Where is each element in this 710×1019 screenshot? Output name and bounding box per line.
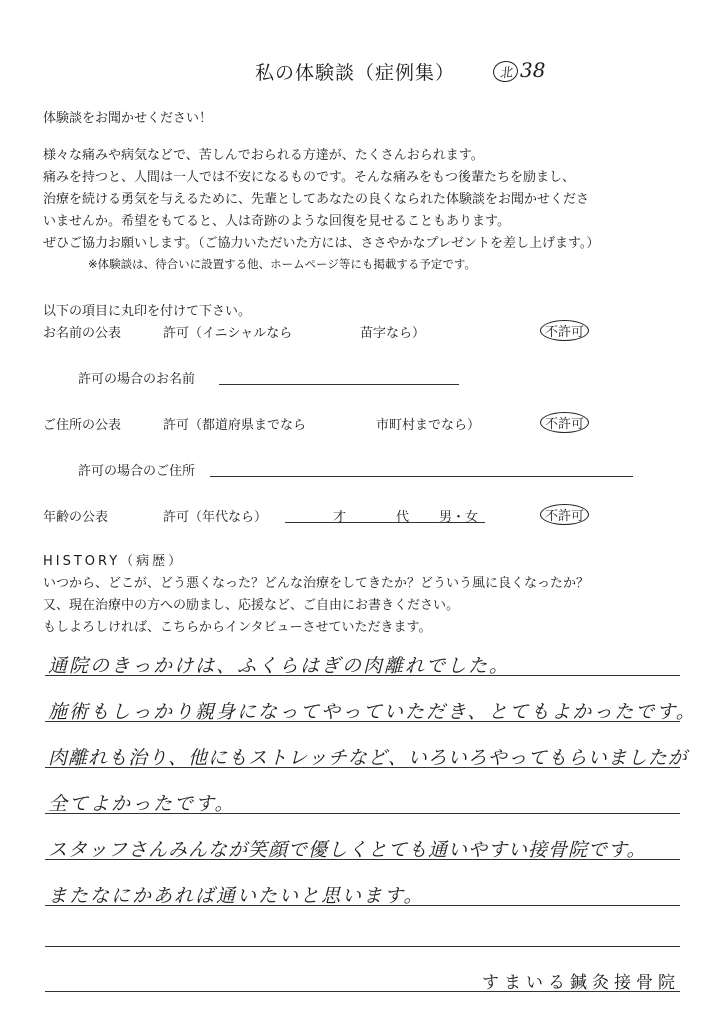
ruled-line bbox=[45, 767, 680, 768]
address-option-prefecture[interactable]: 許可（都道府県までなら bbox=[163, 418, 307, 433]
name-option-deny[interactable] bbox=[540, 320, 589, 341]
case-number-value: 38 bbox=[520, 58, 546, 82]
history-instruction: もしよろしければ、こちらからインタビューさせていただきます。 bbox=[43, 620, 432, 635]
intro-line: ぜひご協力お願いします。（ご協力いただいた方には、ささやかなプレゼントを差し上げます。） bbox=[43, 236, 600, 251]
ruled-line bbox=[45, 859, 680, 860]
age-disclosure-label: 年齢の公表 bbox=[43, 510, 109, 525]
history-heading: HISTORY（病歴） bbox=[43, 554, 185, 569]
testimonial-line: 施術もしっかり親身になってやっていただき、とてもよかったです。 bbox=[48, 701, 697, 723]
ruled-line bbox=[45, 813, 680, 814]
selection-circle: 不許可 bbox=[540, 504, 589, 525]
clinic-name: すまいる鍼灸接骨院 bbox=[482, 973, 680, 993]
history-instruction: 又、現在治療中の方への励まし、応援など、ご自由にお書きください。 bbox=[43, 598, 460, 613]
address-write-line[interactable] bbox=[210, 476, 633, 477]
age-option-deny[interactable] bbox=[540, 504, 589, 525]
address-option-city[interactable]: 市町村までなら） bbox=[376, 418, 481, 433]
history-instruction: いつから、どこが、どう悪くなった？どんな治療をしてきたか？どういう風に良くなったか？ bbox=[43, 576, 590, 591]
name-write-line[interactable] bbox=[219, 384, 459, 385]
publication-note: ※体験談は、待合いに設置する他、ホームページ等にも掲載する予定です。 bbox=[88, 257, 476, 271]
form-instruction: 以下の項目に丸印を付けて下さい。 bbox=[43, 304, 252, 319]
intro-line: 様々な痛みや病気などで、苦しんでおられる方達が、たくさんおられます。 bbox=[43, 148, 484, 163]
testimonial-line: スタッフさんみんなが笑顔で優しくとても通いやすい接骨院です。 bbox=[48, 839, 647, 861]
gender-option[interactable]: 男・女 bbox=[439, 510, 479, 525]
intro-line: 痛みを持つと、人間は一人では不安になるものです。そんな痛みをもつ後輩たちを励まし、 bbox=[43, 170, 575, 185]
name-disclosure-label: お名前の公表 bbox=[43, 326, 122, 341]
selection-circle: 不許可 bbox=[540, 320, 589, 341]
ruled-line bbox=[45, 675, 680, 676]
ruled-line bbox=[45, 721, 680, 722]
case-number bbox=[493, 58, 545, 82]
name-option-surname[interactable]: 苗字なら） bbox=[360, 326, 426, 341]
intro-heading: 体験談をお聞かせください！ bbox=[43, 111, 213, 126]
page-title: 私の体験談（症例集） bbox=[254, 62, 455, 84]
ruled-line bbox=[45, 946, 680, 947]
ruled-line bbox=[45, 905, 680, 906]
address-disclosure-label: ご住所の公表 bbox=[43, 418, 122, 433]
intro-line: 治療を続ける勇気を与えるために、先輩としてあなたの良くなられた体験談をお聞かせくださ bbox=[43, 192, 590, 207]
testimonial-line: またなにかあれば通いたいと思います。 bbox=[48, 885, 425, 907]
age-dai: 代 bbox=[396, 510, 410, 525]
intro-line: いませんか。希望をもてると、人は奇跡のような回復を見せることもあります。 bbox=[43, 214, 510, 229]
testimonial-line: 通院のきっかけは、ふくらはぎの肉離れでした。 bbox=[48, 655, 511, 677]
name-option-initials[interactable]: 許可（イニシャルなら bbox=[163, 326, 293, 341]
age-option-decade[interactable]: 許可（年代なら） bbox=[163, 510, 268, 525]
name-sub-label: 許可の場合のお名前 bbox=[78, 372, 196, 387]
testimonial-line: 全てよかったです。 bbox=[48, 793, 236, 815]
selection-circle: 不許可 bbox=[540, 412, 589, 433]
age-sai: 才 bbox=[333, 510, 347, 525]
testimonial-line: 肉離れも治り、他にもストレッチなど、いろいろやってもらいましたが bbox=[48, 747, 688, 769]
address-sub-label: 許可の場合のご住所 bbox=[78, 464, 196, 479]
address-option-deny[interactable] bbox=[540, 412, 589, 433]
case-mark-stamp: 北 bbox=[492, 59, 520, 83]
